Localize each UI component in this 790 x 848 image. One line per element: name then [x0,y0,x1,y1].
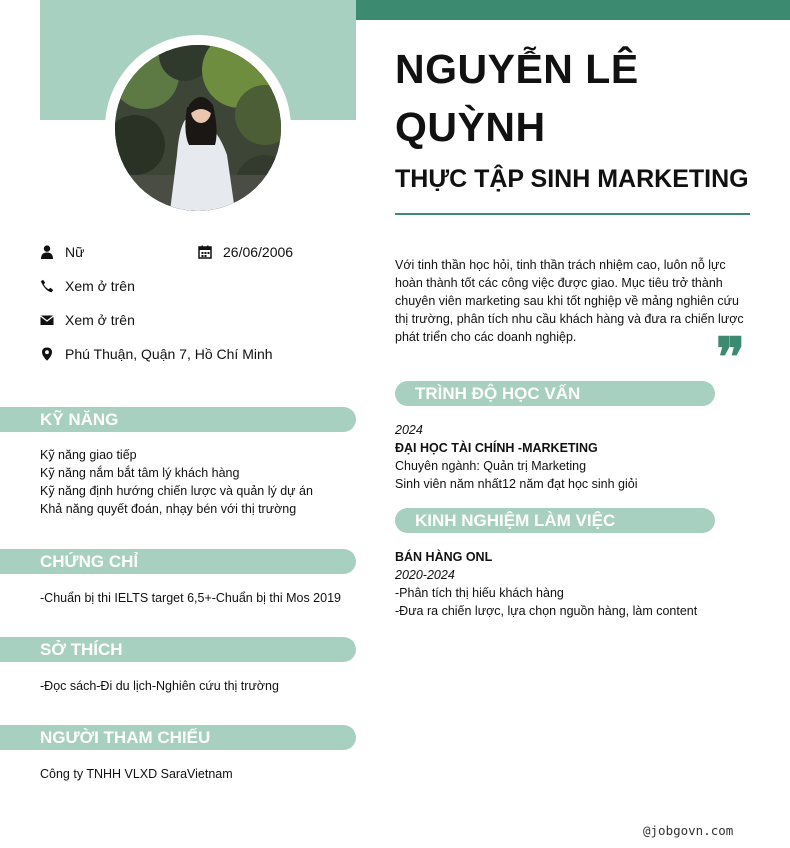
hobbies-heading: SỞ THÍCH [0,637,356,662]
top-accent-bar [356,0,790,20]
certificates-text: -Chuẩn bị thi IELTS target 6,5+-Chuẩn bị thi Mos 2019 [40,591,341,605]
footer-watermark: @jobgovn.com [643,823,734,838]
contact-email [40,312,135,328]
contact-birthday [198,244,293,260]
quote-mark-icon: ❞ [716,325,746,389]
candidate-name [395,40,755,156]
mail-icon [40,313,54,327]
contact-gender [40,244,84,260]
skills-list [40,446,313,518]
hobbies-text: -Đọc sách-Đi du lịch-Nghiên cứu thị trường [40,679,279,693]
phone-value: Xem ở trên [65,278,135,294]
education-heading: TRÌNH ĐỘ HỌC VẤN [395,381,715,406]
education-note: Sinh viên năm nhất12 năm đạt học sinh giỏi [395,477,638,491]
experience-entry [395,548,697,620]
references-heading: NGƯỜI THAM CHIẾU [0,725,356,750]
experience-role: BÁN HÀNG ONL [395,550,493,564]
skills-heading: KỸ NĂNG [0,407,356,432]
job-title: THỰC TẬP SINH MARKETING [395,165,749,193]
person-icon [40,245,54,259]
education-major: Chuyên ngành: Quản trị Marketing [395,459,587,473]
education-year: 2024 [395,423,423,437]
education-school: ĐẠI HỌC TÀI CHÍNH -MARKETING [395,441,598,455]
education-entry [395,421,638,493]
calendar-icon [198,245,212,259]
certificates-heading: CHỨNG CHỈ [0,549,356,574]
name-line-2: QUỲNH [395,104,546,150]
experience-task: -Đưa ra chiến lược, lựa chọn nguồn hàng, làm content [395,604,698,618]
references-text: Công ty TNHH VLXD SaraVietnam [40,767,233,781]
experience-task: -Phân tích thị hiếu khách hàng [395,586,564,600]
experience-period: 2020-2024 [395,568,455,582]
address-value: Phú Thuận, Quận 7, Hồ Chí Minh [65,346,273,362]
contact-address [40,346,273,362]
list-item: Kỹ năng nắm bắt tâm lý khách hàng [40,466,240,480]
phone-icon [40,279,54,293]
list-item: Kỹ năng giao tiếp [40,448,137,462]
location-pin-icon [40,347,54,361]
career-summary: Với tinh thần học hỏi, tinh thần trách nhiệm cao, luôn nỗ lực hoàn thành tốt các công việc được giao. Mục tiêu trở thành chuyên viên marketing sau khi tốt nghiệp về mảng nghiên cứu thị trường, phân tích nhu cầu khách hàng và đưa ra chiến lược phát triển cho các doanh nghiệp. [395,258,744,344]
list-item: Kỹ năng định hướng chiến lược và quản lý dự án [40,484,313,498]
avatar [115,45,281,211]
gender-value: Nữ [65,244,85,260]
list-item: Khả năng quyết đoán, nhạy bén với thị trường [40,502,297,516]
email-value: Xem ở trên [65,312,135,328]
birthday-value: 26/06/2006 [223,244,294,260]
contact-phone [40,278,135,294]
name-line-1: NGUYỄN LÊ [395,46,639,92]
title-divider [395,213,750,215]
experience-heading: KINH NGHIỆM LÀM VIỆC [395,508,715,533]
